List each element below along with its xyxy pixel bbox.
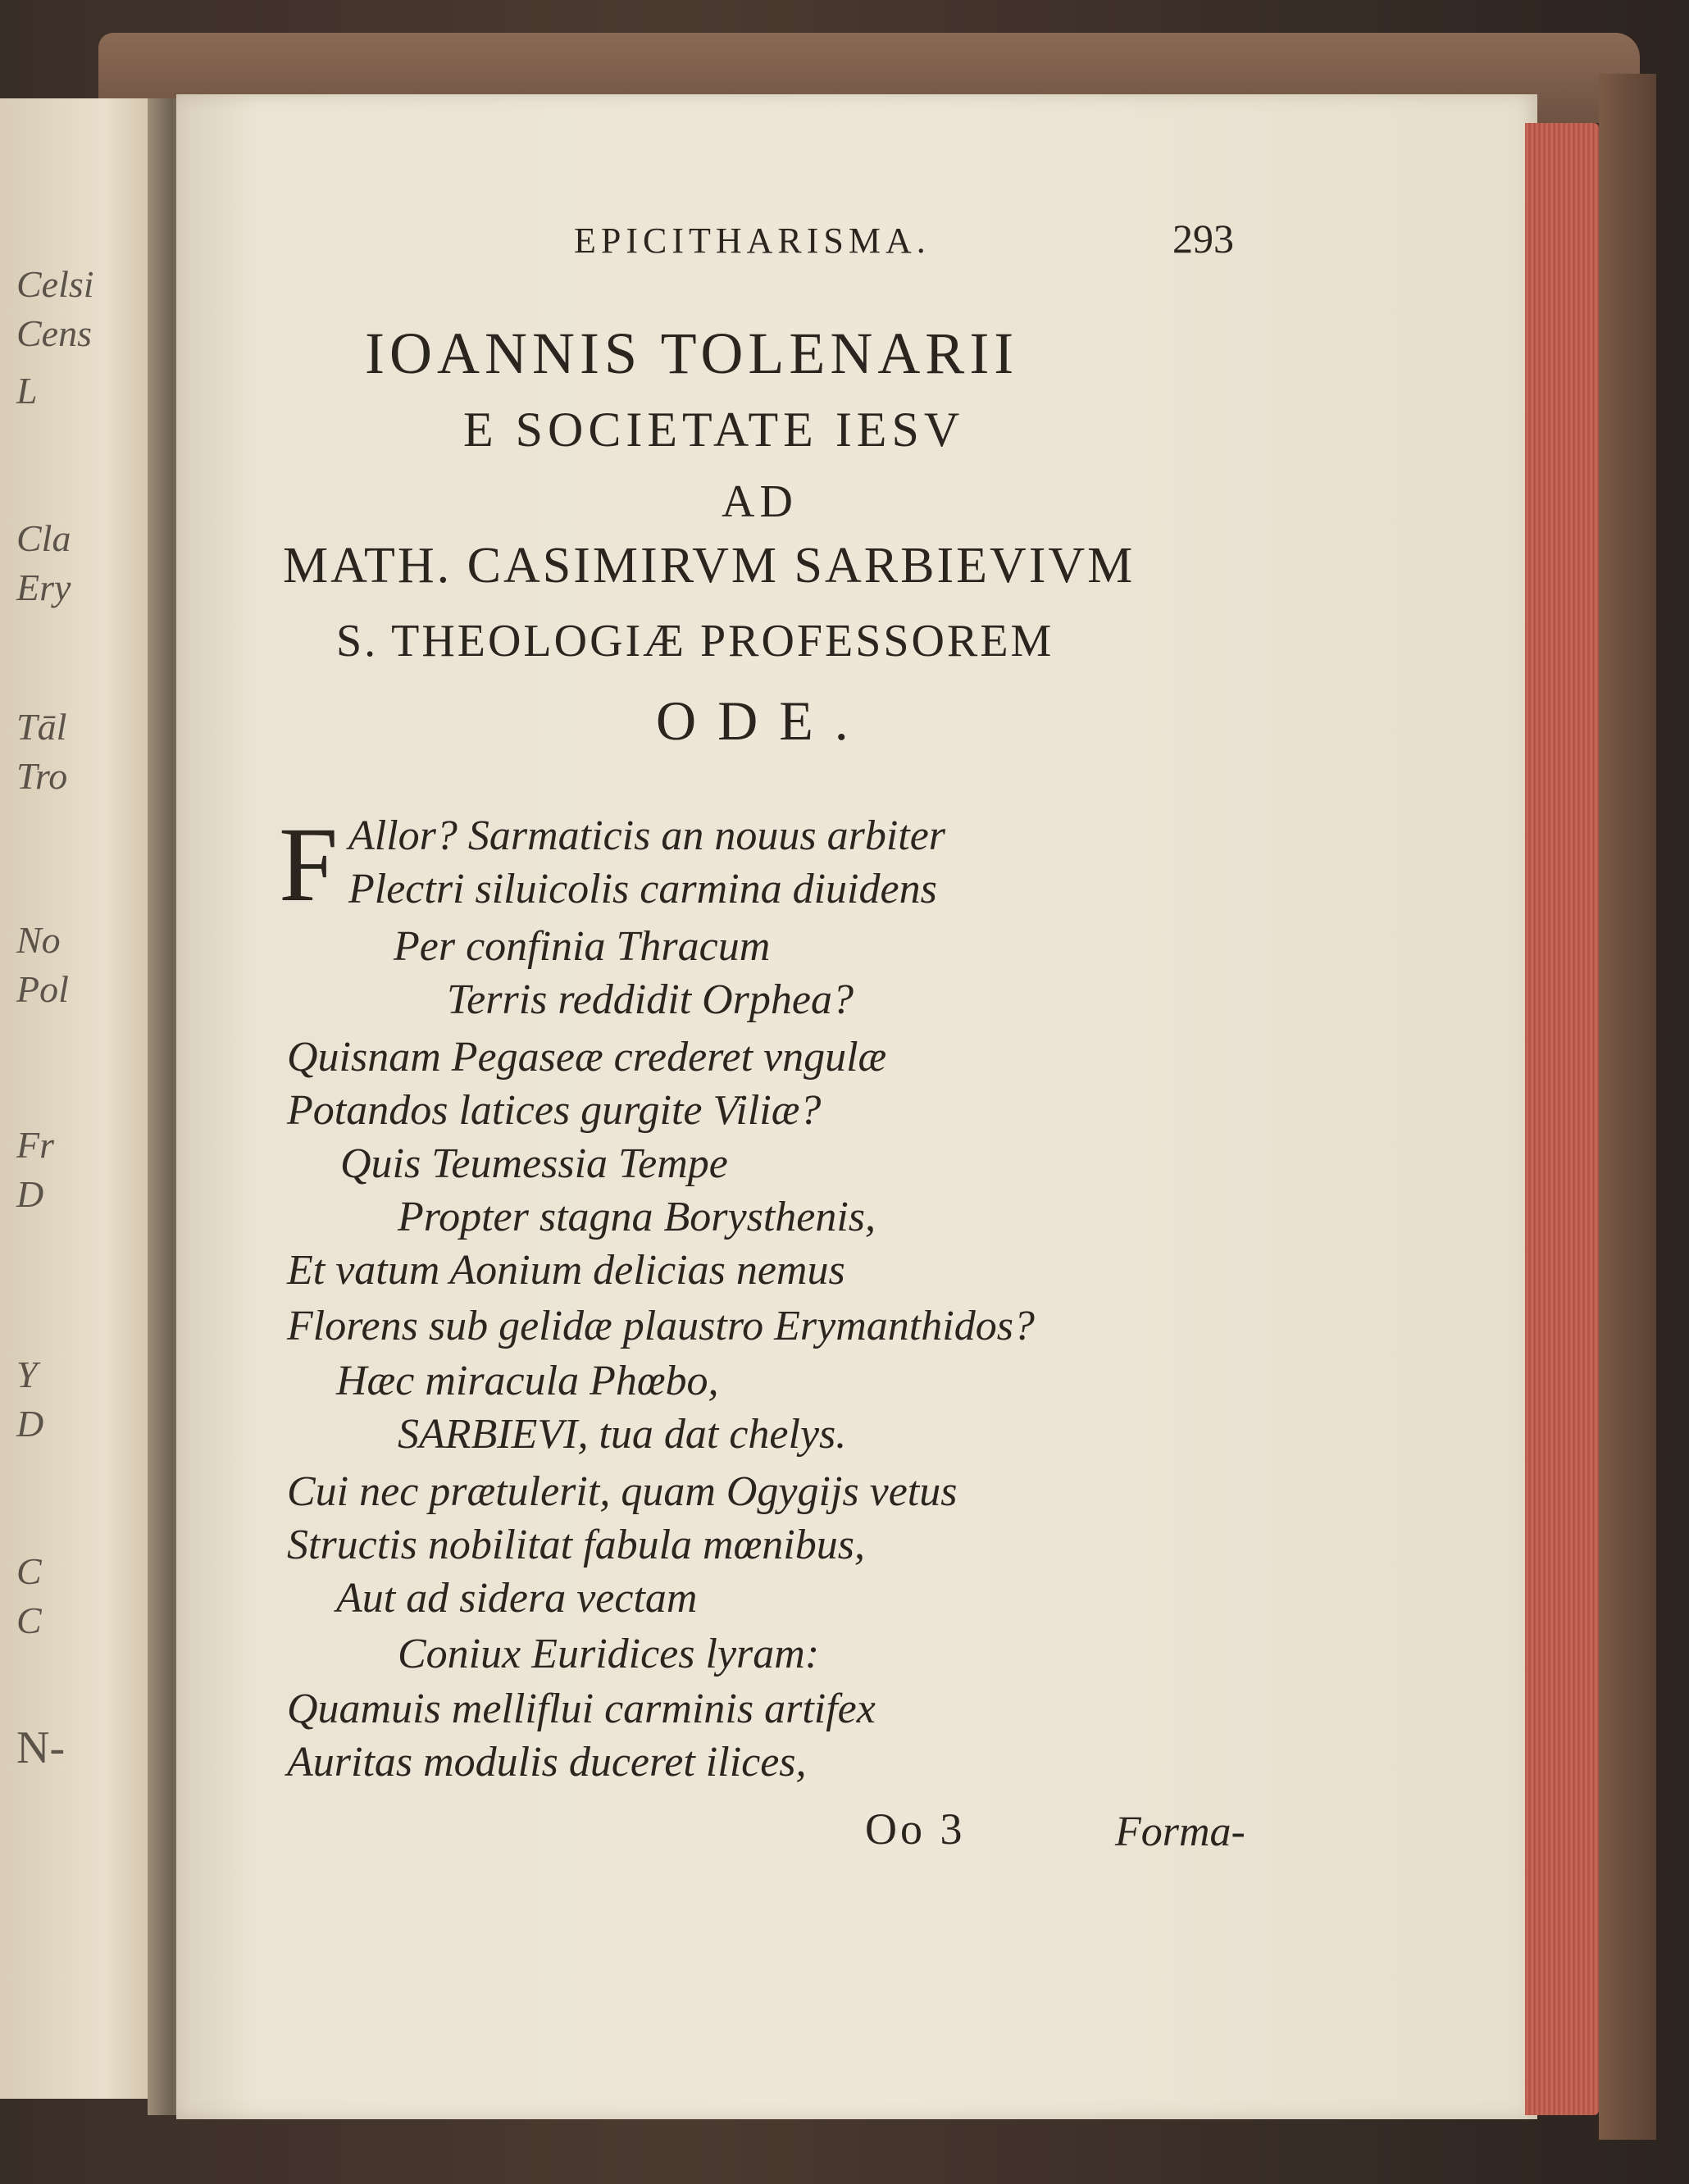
- left-page-fragment: D: [16, 1403, 44, 1445]
- title-society: E SOCIETATE IESV: [463, 403, 965, 457]
- poem-line: Per confinia Thracum: [394, 923, 771, 970]
- poem-line: Quis Teumessia Tempe: [340, 1140, 728, 1187]
- left-page-fragment: No: [16, 919, 61, 961]
- left-page-fragment: Y: [16, 1354, 38, 1395]
- poem-line: Et vatum Aonium delicias nemus: [287, 1247, 845, 1294]
- left-page-fragment: Fr: [16, 1124, 54, 1166]
- poem-line: Auritas modulis duceret ilices,: [287, 1739, 807, 1786]
- poem-line: Florens sub gelidæ plaustro Erymanthidos?: [287, 1303, 1035, 1349]
- signature-mark: Oo 3: [865, 1804, 966, 1854]
- title-recipient: MATH. CASIMIRVM SARBIEVIVM: [283, 538, 1136, 594]
- poem-line: Quisnam Pegaseæ crederet vngulæ: [287, 1034, 887, 1081]
- poem-line: Allor? Sarmaticis an nouus arbiter: [348, 812, 946, 859]
- poem-line: Coniux Euridices lyram:: [398, 1631, 820, 1677]
- title-office: S. THEOLOGIÆ PROFESSOREM: [336, 616, 1054, 667]
- left-page-fragment: L: [16, 370, 38, 412]
- book-cover-edge: [1599, 74, 1656, 2140]
- left-page-fragment: Tro: [16, 755, 68, 797]
- poem-line: Quamuis melliflui carminis artifex: [287, 1686, 876, 1732]
- title-ode: ODE.: [656, 689, 870, 752]
- left-page-fragment: C: [16, 1550, 42, 1592]
- poem-line: Plectri siluicolis carmina diuidens: [348, 866, 937, 912]
- poem-line: Hæc miracula Phœbo,: [336, 1358, 719, 1404]
- left-page-fragment: C: [16, 1599, 42, 1641]
- poem-line: Structis nobilitat fabula mœnibus,: [287, 1522, 865, 1568]
- poem-line: Propter stagna Borysthenis,: [398, 1194, 876, 1240]
- poem-line: Potandos latices gurgite Viliæ?: [287, 1087, 822, 1134]
- poem-line: Cui nec prætulerit, quam Ogygijs vetus: [287, 1468, 958, 1515]
- poem-line: Terris reddidit Orphea?: [447, 976, 854, 1023]
- title-author: IOANNIS TOLENARII: [365, 321, 1019, 386]
- page-edges: [1525, 123, 1599, 2115]
- left-page-fragment: Cens: [16, 312, 92, 354]
- left-page: [0, 98, 172, 2099]
- left-page-fragment: Ery: [16, 566, 71, 608]
- poem-line: Aut ad sidera vectam: [336, 1575, 698, 1622]
- left-page-fragment: Tāl: [16, 706, 67, 748]
- drop-cap: F: [279, 806, 339, 924]
- poem-line: SARBIEVI, tua dat chelys.: [398, 1411, 847, 1458]
- left-page-fragment: Celsi: [16, 263, 94, 305]
- catchword: Forma-: [1115, 1809, 1245, 1855]
- page-number: 293: [1172, 216, 1234, 262]
- left-page-fragment: D: [16, 1173, 44, 1215]
- left-page-fragment: Cla: [16, 517, 71, 559]
- left-page-fragment: Pol: [16, 968, 69, 1010]
- title-ad: AD: [722, 476, 798, 527]
- running-head-title: EPICITHARISMA.: [574, 221, 931, 261]
- left-page-fragment: N-: [16, 1722, 66, 1773]
